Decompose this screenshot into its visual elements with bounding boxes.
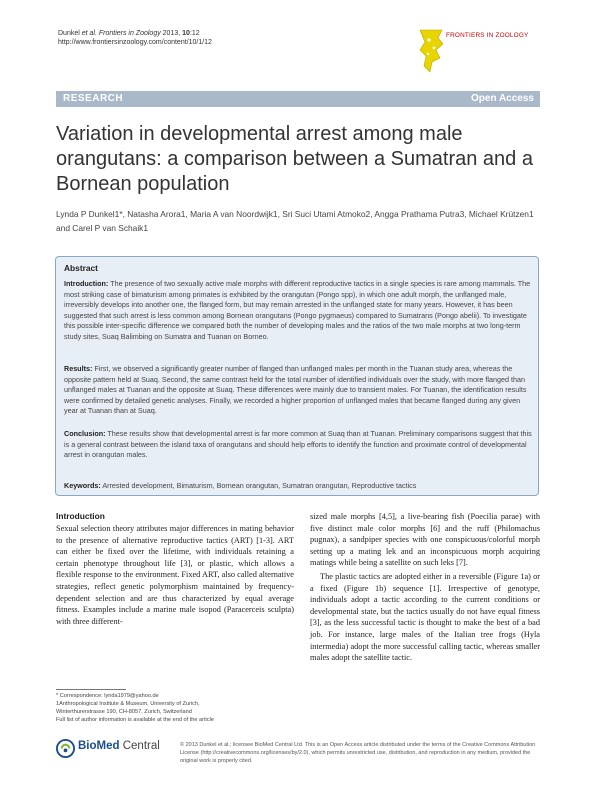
abstract-conclusion: Conclusion: These results show that developmental arrest is far more common at Suaq than at Tuanan. Preliminary comparisons suggest that this is a general contrast between the island taxa of orangutans and should help efforts to identify the function and proximate control of developmental arrest in orangutan males. — [64, 429, 532, 460]
footnotes: * Correspondence: lynda1979@yahoo.de 1Anthropological Institute & Museum, University of Zurich, Winterthurerstrasse 190, CH-8057, Zurich, Switzerland Full list of author information is available at the end of the article — [56, 692, 294, 724]
footnote-divider — [56, 689, 126, 690]
correspondence-email[interactable]: * Correspondence: lynda1979@yahoo.de — [56, 693, 159, 699]
article-url[interactable]: http://www.frontiersinzoology.com/content/10/1/12 — [58, 39, 212, 46]
abstract-box — [55, 256, 539, 496]
article-type-label: RESEARCH — [63, 93, 124, 104]
introduction-heading: Introduction — [56, 511, 105, 521]
journal-logo — [416, 26, 541, 76]
open-access-label: Open Access — [471, 93, 534, 104]
body-column-left — [56, 523, 294, 627]
intro-paragraph-3: The plastic tactics are adopted either in a reversible (Figure 1a) or a fixed (Figure 1b) sequence [1]. Irrespective of genotype, individuals adopt a tactic according to the current conditions or developmental state, but the tactics usually do not have equal fitness [3], as the less successful tactic is thought to make the best of a bad job. For instance, large males of the Italian tree frogs (Hyla intermedia) adopt the more successful calling tactic, whereas smaller males adopt the satellite tactic. — [310, 571, 540, 663]
journal-name: FRONTIERS IN ZOOLOGY — [446, 32, 529, 39]
author-list: Lynda P Dunkel1*, Natasha Arora1, Maria A van Noordwijk1, Sri Suci Utami Atmoko2, Angga Prathama Putra3, Michael Krützen1 and Carel P van Schaik1 — [56, 209, 534, 233]
abstract-introduction: Introduction: The presence of two sexually active male morphs with different reproductive tactics in a single species is rare among mammals. The most striking case of bimaturism among primates is exhibited by the orangutan (Pongo spp), in which one adult morph, the unflanged male, irreversibly develops into another one, the flanged form, but may remain arrested in the unflanged state for many years. However, it has been suggested that such arrest is less common among Bornean orangutans (Pongo pygmaeus) compared to Sumatrans (Pongo abelii). To investigate this possible inter-specific difference we compared both the number of developing males and the ratios of the two male morphs at two long-term study sites, Suaq Balimbing on Sumatra and Tuanan on Borneo. — [64, 279, 531, 341]
article-title: Variation in developmental arrest among male orangutans: a comparison between a Sumatran and a Bornean population — [56, 123, 533, 195]
license-text: © 2013 Dunkel et al.; licensee BioMed Central Ltd. This is an Open Access article distributed under the terms of the Creative Commons Attribution License (http://creativecommons.org/licenses/by/2.0), which permits unrestricted use, distribution, and reproduction in any medium, provided the original work is properly cited. — [180, 742, 536, 764]
journal-logo-icon — [416, 28, 446, 74]
keywords: Keywords: Arrested development, Bimaturism, Bornean orangutan, Sumatran orangutan, Reproductive tactics — [64, 481, 417, 490]
body-column-right — [310, 511, 540, 664]
abstract-results: Results: First, we observed a significantly greater number of flanged than unflanged males per month in the Tuanan study area, whereas the opposite pattern held at Suaq. Second, the same contrast held for the total number of identified individuals over the study, with more flanged than unflanged males at Tuanan and the opposite at Suaq. These differences were mainly due to transient males. For Tuanan, the identification results were confirmed by detailed genetic analyses. Finally, we recorded a higher proportion of unflanged males that became flanged during any given year at Tuanan than at Suaq. — [64, 364, 527, 416]
header-citation: Dunkel et al. Frontiers in Zoology 2013, 10:12 http://www.frontiersinzoology.com/content/10/1/12 — [58, 30, 212, 46]
intro-paragraph-1: Sexual selection theory attributes major differences in mating behavior to the presence of alternative reproductive tactics (ART) [1-3]. ART can either be fixed over the lifetime, with individuals retaining a certain phenotype throughout life [3], or plastic, which allows a flexible response to the environment. Fixed ART, also called alternative strategies, reflect genetic polymorphism maintained by frequency-dependent selection and are thus characterized by equal average fitness. Examples include a marine male isopod (Paracerceis sculpta) with three different- — [56, 524, 294, 626]
biomed-central-logo[interactable]: BioMed Central — [56, 738, 176, 760]
biomed-central-icon — [56, 739, 75, 758]
intro-paragraph-2: sized male morphs [4,5], a live-bearing fish (Poecilia parae) with five distinct male color morphs [6] and the ruff (Philomachus pugnax), a sandpiper species with one conspicuous/colorful morph setting up a mating lek and an inconspicuous morph acquiring matings while being a satellite on such leks [7]. — [310, 512, 540, 568]
abstract-heading: Abstract — [64, 263, 98, 273]
article-type-banner — [56, 91, 540, 107]
